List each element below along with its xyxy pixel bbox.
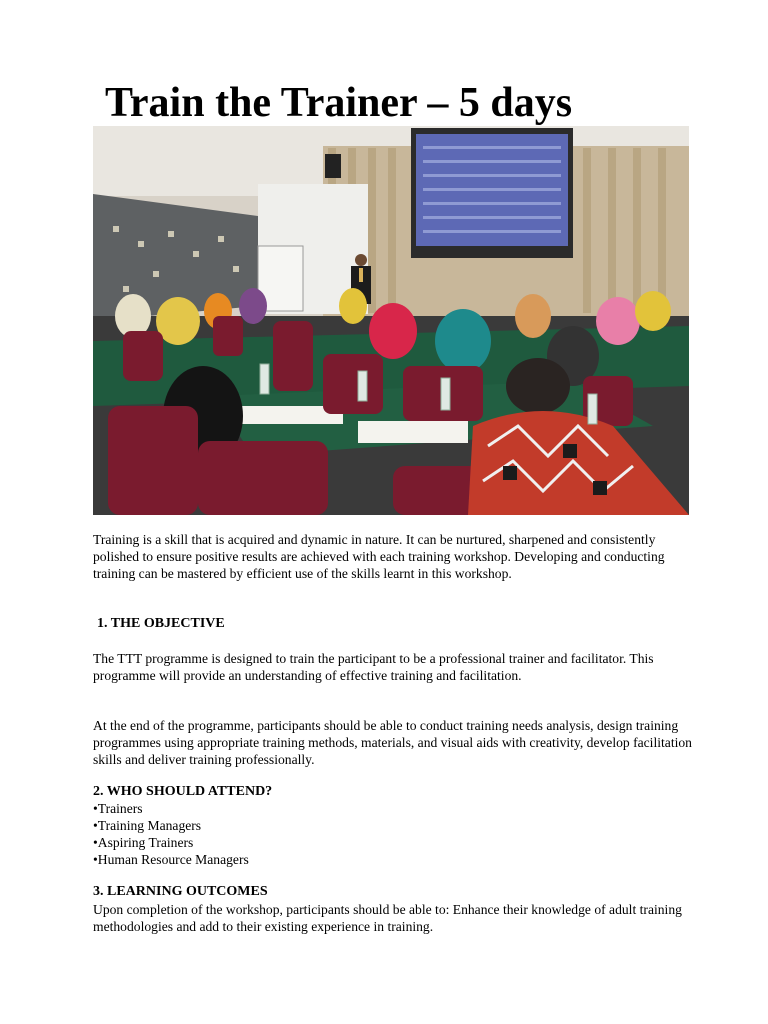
list-item: • Trainers <box>93 800 249 817</box>
attendee-list <box>93 800 249 868</box>
intro-paragraph: Training is a skill that is acquired and dynamic in nature. It can be nurtured, sharpened and consistently polished to ensure positive results are achieved with each training workshop. Developing and conducting training can be mastered by efficient use of the skills learnt in this workshop. <box>93 532 665 581</box>
learning-outcomes-paragraph: Upon completion of the workshop, participants should be able to: Enhance their knowledge of adult training methodologies and add to their existing experience in training. <box>93 902 682 934</box>
list-item: • Training Managers <box>93 817 249 834</box>
list-item: • Aspiring Trainers <box>93 834 249 851</box>
objective-paragraph-2: At the end of the programme, participants should be able to conduct training needs analysis, design training programmes using appropriate training methods, materials, and visual aids with creativity, develop facilitation skills and deliver training professionally. <box>93 718 692 767</box>
document-title: Train the Trainer – 5 days <box>105 80 573 126</box>
objective-paragraph-1: The TTT programme is designed to train the participant to be a professional trainer and facilitator. This programme will provide an understanding of effective training and facilitation. <box>93 651 654 683</box>
training-room-photo <box>93 126 689 515</box>
section-heading-who-should-attend: 2. WHO SHOULD ATTEND? <box>93 784 273 799</box>
section-heading-objective: 1. THE OBJECTIVE <box>97 616 225 631</box>
list-item: • Human Resource Managers <box>93 851 249 868</box>
section-heading-learning-outcomes: 3. LEARNING OUTCOMES <box>93 884 268 899</box>
